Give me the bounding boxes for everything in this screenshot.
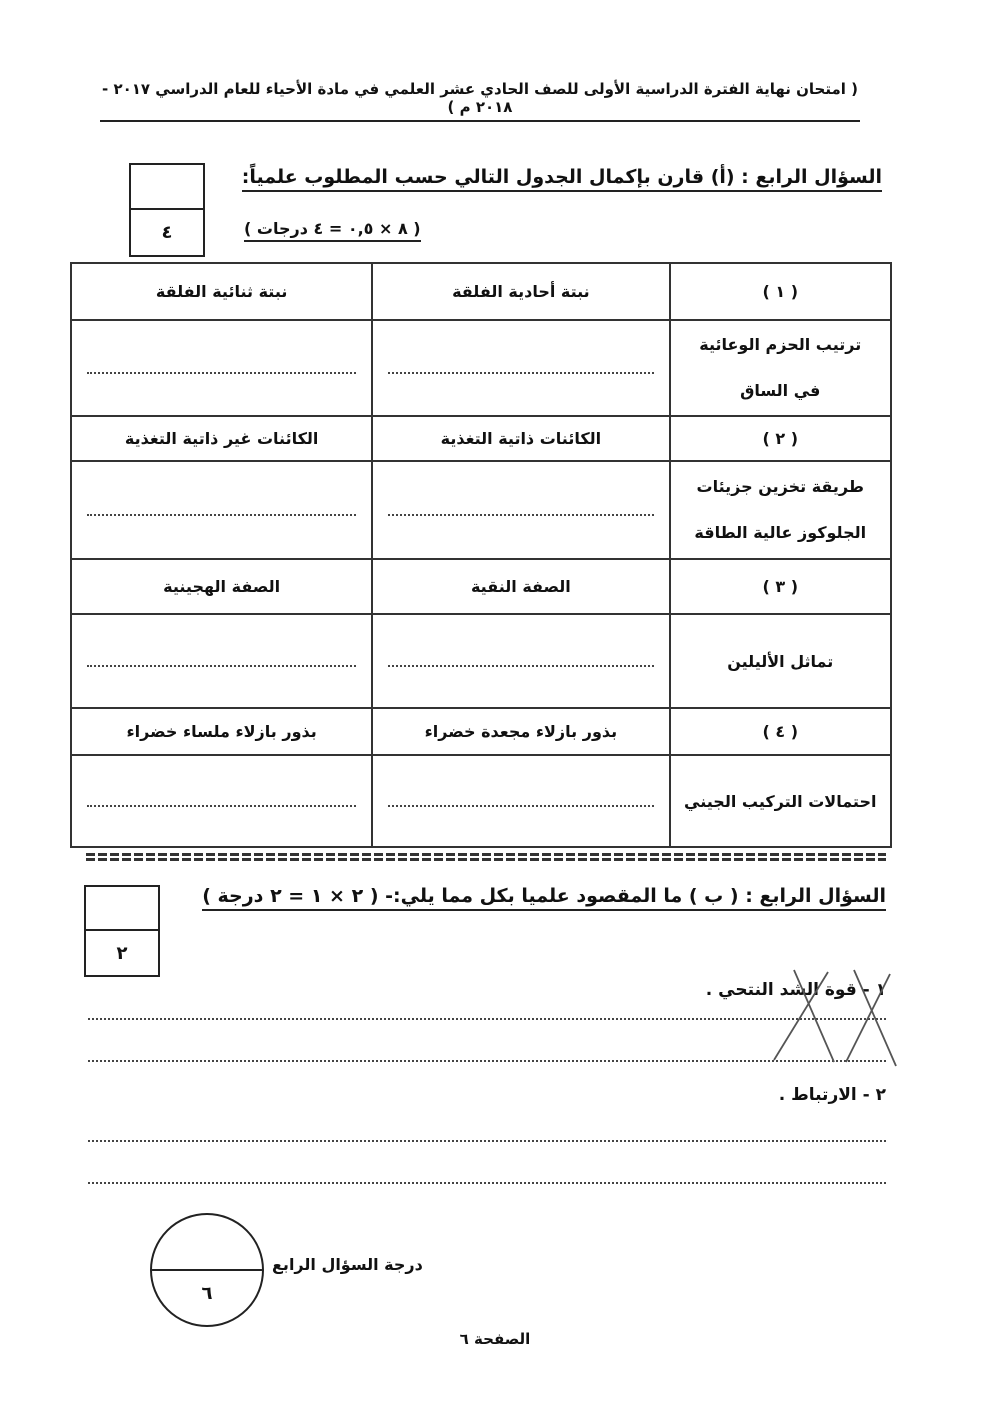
criterion-cell: احتمالات التركيب الجيني [670,755,892,847]
answer-cell[interactable] [372,614,669,708]
table-header-row [71,263,891,320]
table-row [71,755,891,847]
column-header: نبتة أحادية الفلقة [372,263,669,320]
criterion-cell: تماثل الأليلين [670,614,892,708]
criterion-line: في الساق [740,381,821,400]
part-b-score-box [84,885,160,977]
term-item-1: ١ - قوة الشد النتحي . [705,980,886,1000]
column-header: بذور بازلاء ملساء خضراء [71,708,372,755]
criterion-line: طريقة تخزين جزيئات [696,477,864,496]
row-number: ( ١ ) [670,263,892,320]
page-number: الصفحة ٦ [459,1330,531,1348]
answer-line[interactable] [88,1140,886,1142]
column-header: بذور بازلاء مجعدة خضراء [372,708,669,755]
table-row [71,614,891,708]
column-header: الكائنات غير ذاتية التغذية [71,416,372,461]
criterion-cell [670,320,892,416]
table-header-row [71,416,891,461]
part-a-score: ٤ [161,222,173,243]
criterion-cell [670,461,892,559]
table-row [71,461,891,559]
term-item-2: ٢ - الارتباط . [778,1085,886,1105]
answer-cell[interactable] [71,320,372,416]
row-number: ( ٣ ) [670,559,892,614]
section-separator [86,858,886,861]
part-a-title: السؤال الرابع : (أ) قارن بإكمال الجدول التالي حسب المطلوب علمياً: [242,166,882,192]
total-score-circle [150,1213,264,1327]
table-header-row [71,708,891,755]
part-b-score: ٢ [116,942,128,964]
row-number: ( ٤ ) [670,708,892,755]
answer-cell[interactable] [71,461,372,559]
answer-cell[interactable] [372,320,669,416]
part-a-score-box [129,163,205,257]
answer-cell[interactable] [71,614,372,708]
answer-cell[interactable] [71,755,372,847]
part-a-marks: ( ٨ × ٠,٥ = ٤ درجات ) [244,219,421,242]
part-b-title: السؤال الرابع : ( ب ) ما المقصود علميا بكل مما يلي:- ( ٢ × ١ = ٢ درجة ) [202,885,886,911]
column-header: نبتة ثنائية الفلقة [71,263,372,320]
comparison-table [70,262,892,848]
answer-cell[interactable] [372,461,669,559]
column-header: الصفة الهجينية [71,559,372,614]
row-number: ( ٢ ) [670,416,892,461]
answer-line[interactable] [88,1182,886,1184]
column-header: الكائنات ذاتية التغذية [372,416,669,461]
total-score-label: درجة السؤال الرابع [272,1255,423,1274]
exam-header: ( امتحان نهاية الفترة الدراسية الأولى للصف الحادي عشر العلمي في مادة الأحياء للعام الدراسي ٢٠١٧ - ٢٠١٨ م ) [100,80,860,122]
criterion-line: الجلوكوز عالية الطاقة [694,523,867,542]
total-score-value: ٦ [201,1283,213,1304]
table-header-row [71,559,891,614]
cross-out-marks [762,962,902,1072]
answer-cell[interactable] [372,755,669,847]
table-row [71,320,891,416]
criterion-line: ترتيب الحزم الوعائية [699,335,862,354]
column-header: الصفة النقية [372,559,669,614]
